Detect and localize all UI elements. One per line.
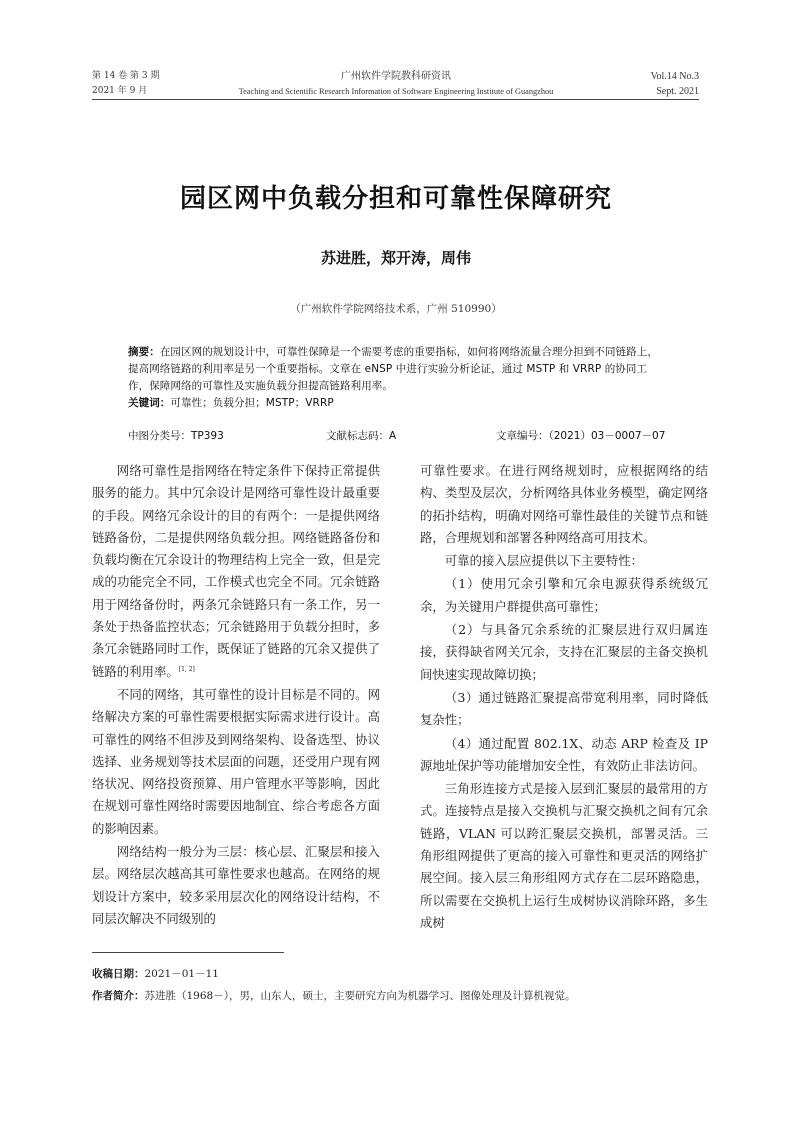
body-paragraph-text: 网络可靠性是指网络在特定条件下保持正常提供服务的能力。其中冗余设计是网络可靠性设计最重要的手段。网络冗余设计的目的有两个：一是提供网络链路备份，二是提供网络负载分担。网络链路备份和负载均衡在冗余设计的物理结构上完全一致，但是完成的功能完全不同，工作模式也完全不同。冗余链路用于网络备份时，两条冗余链路只有一条工作，另一条处于热备监控状态；冗余链路用于负载分担时，多条冗余链路同时工作，既保证了链路的冗余又提供了链路的利用率。 <box>92 463 380 679</box>
body-paragraph <box>92 460 380 683</box>
footnote-received <box>92 966 219 981</box>
body-paragraph: 不同的网络，其可靠性的设计目标是不同的。网络解决方案的可靠性需要根据实际需求进行设计。高可靠性的网络不但涉及到网络架构、设备选型、协议选择、业务规划等技术层面的问题，还受用户现有网络状况、网络投资预算、用户管理水平等影响，因此在规划可靠性网络时需要因地制宜、综合考虑各方面的影响因素。 <box>92 686 380 836</box>
clc-label: 中图分类号： <box>128 430 191 442</box>
body-paragraph: 可靠的接入层应提供以下主要特性： <box>444 553 644 569</box>
body-paragraph: 网络结构一般分为三层：核心层、汇聚层和接入层。网络层次越高其可靠性要求也越高。在网络的规划设计方案中，较多采用层次化的网络设计结构，不同层次解决不同级别的 <box>92 844 380 926</box>
paper-affiliation: （广州软件学院网络技术系，广州 510990） <box>290 303 502 315</box>
clc-field <box>128 428 224 443</box>
body-left-column <box>92 460 380 931</box>
list-item: （3）通过链路汇聚提高带宽利用率，同时降低复杂性； <box>420 689 708 728</box>
body-paragraph: 三角形连接方式是接入层到汇聚层的最常用的方式。连接特点是接入交换机与汇聚交换机之间有冗余链路，VLAN 可以跨汇聚层交换机，部署灵活。三角形组网提供了更高的接入可靠性和更灵活的网络扩展空间。接入层三角形组网方式存在二层环路隐患，所以需要在交换机上运行生成树协议消除环路，多生成树 <box>420 781 708 930</box>
paper-title: 园区网中负载分担和可靠性保障研究 <box>179 184 612 214</box>
received-date: 2021－01－11 <box>144 968 219 980</box>
author-bio: 苏进胜（1968－），男，山东人，硕士，主要研究方向为机器学习、图像处理及计算机视觉。 <box>144 990 576 1002</box>
footnote-author <box>92 988 575 1003</box>
abstract-paragraph <box>128 344 668 395</box>
doc-code-label: 文献标志码： <box>326 430 389 442</box>
article-no-field <box>496 428 665 443</box>
header-journal-cn: 广州软件学院教科研资讯 <box>341 71 451 82</box>
header-date-en: Sept. 2021 <box>656 86 699 97</box>
abstract-label: 摘要： <box>128 346 160 358</box>
article-no-value: （2021）03－0007－07 <box>548 430 666 442</box>
abstract-block <box>128 344 668 412</box>
doc-code-field <box>326 428 396 443</box>
doc-code-value: A <box>389 430 397 442</box>
paper-authors: 苏进胜，郑开涛，周伟 <box>320 249 471 267</box>
abstract-text: 在园区网的规划设计中，可靠性保障是一个需要考虑的重要指标，如何将网络流量合理分担到不同链路上，提高网络链路的利用率是另一个重要指标。文章在 eNSP 中进行实验分析论证，通过 MSTP 和 VRRP 的协同工作，保障网络的可靠性及实施负载分担提高链路利用率。 <box>128 346 659 392</box>
list-item: （1）使用冗余引擎和冗余电源获得系统级冗余，为关键用户群提供高可靠性； <box>420 576 708 614</box>
header-volume-en: Vol.14 No.3 <box>650 71 699 82</box>
article-no-label: 文章编号： <box>496 430 549 442</box>
header-rule <box>92 99 699 100</box>
body-paragraph: 可靠性要求。在进行网络规划时，应根据网络的结构、类型及层次，分析网络具体业务模型，确定网络的拓扑结构，明确对网络可靠性最佳的关键节点和链路，合理规划和部署各种网络高可用技术。 <box>420 463 708 545</box>
keywords-line <box>128 395 668 412</box>
body-right-column <box>420 460 708 935</box>
header-date-cn: 2021 年 9 月 <box>92 86 148 96</box>
list-item: （2）与具备冗余系统的汇聚层进行双归属连接，获得缺省网关冗余，支持在汇聚层的主备交换机间快速实现故障切换； <box>420 622 708 682</box>
keywords-label: 关键词： <box>128 397 171 409</box>
clc-value: TP393 <box>191 430 224 442</box>
header-journal-en: Teaching and Scientific Research Information of Software Engineering Institute of Guangzhou <box>238 87 554 96</box>
received-label: 收稿日期： <box>92 968 145 980</box>
author-bio-label: 作者简介： <box>92 990 145 1002</box>
footnote-rule <box>92 952 284 953</box>
header-volume-cn: 第 14 卷 第 3 期 <box>92 71 160 81</box>
list-item: （4）通过配置 802.1X、动态 ARP 检查及 IP 源地址保护等功能增加安全性，有效防止非法访问。 <box>420 735 708 773</box>
keywords-text: 可靠性；负载分担；MSTP；VRRP <box>170 397 334 409</box>
citation-mark: [1, 2] <box>178 665 195 673</box>
